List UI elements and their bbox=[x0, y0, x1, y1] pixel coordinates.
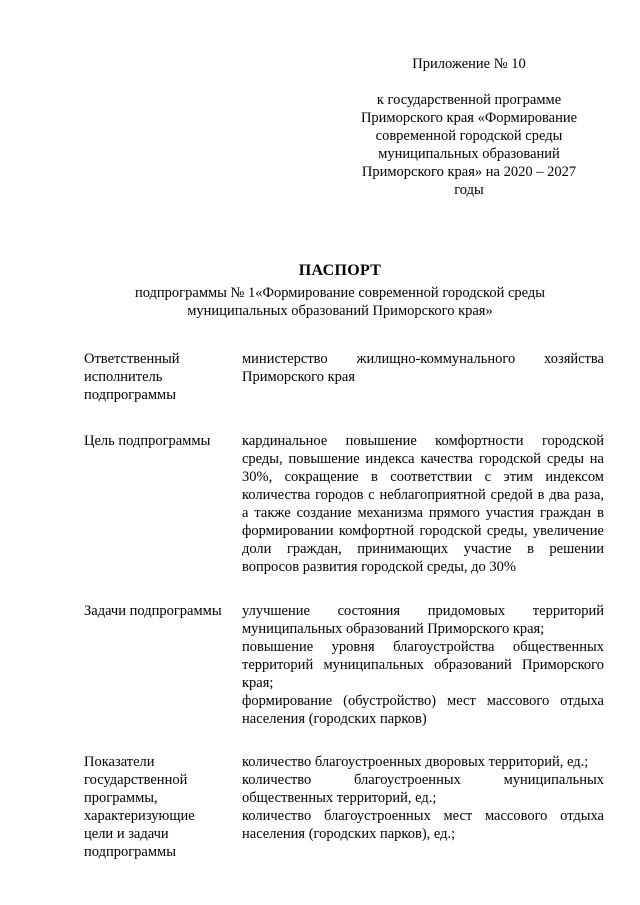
row-value bbox=[242, 350, 604, 404]
label-line: Задачи подпрограммы bbox=[84, 603, 222, 619]
appendix-line: муниципальных образований bbox=[378, 146, 560, 162]
document-subtitle bbox=[60, 284, 620, 320]
label-line: исполнитель bbox=[84, 369, 163, 385]
label-line: характеризующие bbox=[84, 808, 195, 824]
value-paragraph: количество благоустроенных дворовых территорий, ед.; bbox=[242, 754, 589, 770]
label-line: Цель подпрограммы bbox=[84, 433, 211, 449]
appendix-line: Приморского края «Формирование bbox=[360, 110, 578, 126]
appendix-line: годы bbox=[454, 182, 484, 198]
passport-row-tasks bbox=[84, 602, 604, 728]
value-paragraph: улучшение состояния придомовых территорий муниципальных образований Приморского края; bbox=[242, 603, 604, 637]
row-value bbox=[242, 602, 604, 728]
label-line: Показатели bbox=[84, 754, 155, 770]
passport-row-executor bbox=[84, 350, 604, 404]
row-value bbox=[242, 753, 604, 861]
label-line: подпрограммы bbox=[84, 387, 176, 403]
label-line: программы, bbox=[84, 790, 158, 806]
value-paragraph: формирование (обустройство) мест массового отдыха населения (городских парков) bbox=[242, 693, 604, 727]
label-line: цели и задачи bbox=[84, 826, 169, 842]
appendix-line: Приморского края» на 2020 – 2027 bbox=[361, 164, 577, 180]
value-paragraph: кардинальное повышение комфортности городской среды, повышение индекса качества городской среды на 30%, сокращение в соответствии с этим индексом количества городов с неблагоприятной средой в два раза, а также создание механизма прямого участия граждан в формировании комфортной городской среды, увеличение доли граждан, принимающих участие в решении вопросов развития городской среды, до 30% bbox=[242, 433, 604, 575]
value-paragraph: повышение уровня благоустройства общественных территорий муниципальных образований Приморского края; bbox=[242, 639, 604, 691]
row-label bbox=[84, 350, 242, 404]
value-paragraph: количество благоустроенных мест массового отдыха населения (городских парков), ед.; bbox=[242, 808, 604, 842]
passport-row-goal bbox=[84, 432, 604, 576]
row-label bbox=[84, 753, 242, 861]
row-value bbox=[242, 432, 604, 576]
passport-row-indicators bbox=[84, 753, 604, 861]
subtitle-line: подпрограммы № 1«Формирование современной городской среды bbox=[134, 285, 546, 301]
appendix-header bbox=[346, 55, 592, 199]
value-paragraph: министерство жилищно-коммунального хозяйства Приморского края bbox=[242, 351, 604, 385]
subtitle-line: муниципальных образований Приморского края» bbox=[187, 303, 493, 319]
label-line: подпрограммы bbox=[84, 844, 176, 860]
label-line: Ответственный bbox=[84, 351, 180, 367]
appendix-number: Приложение № 10 bbox=[412, 56, 526, 72]
document-title: ПАСПОРТ bbox=[298, 262, 382, 279]
passport-table bbox=[84, 350, 604, 861]
appendix-line: современной городской среды bbox=[375, 128, 563, 144]
label-line: государственной bbox=[84, 772, 188, 788]
row-label bbox=[84, 602, 242, 728]
row-label bbox=[84, 432, 242, 576]
value-paragraph: количество благоустроенных муниципальных общественных территорий, ед.; bbox=[242, 772, 604, 806]
appendix-line: к государственной программе bbox=[376, 92, 562, 108]
